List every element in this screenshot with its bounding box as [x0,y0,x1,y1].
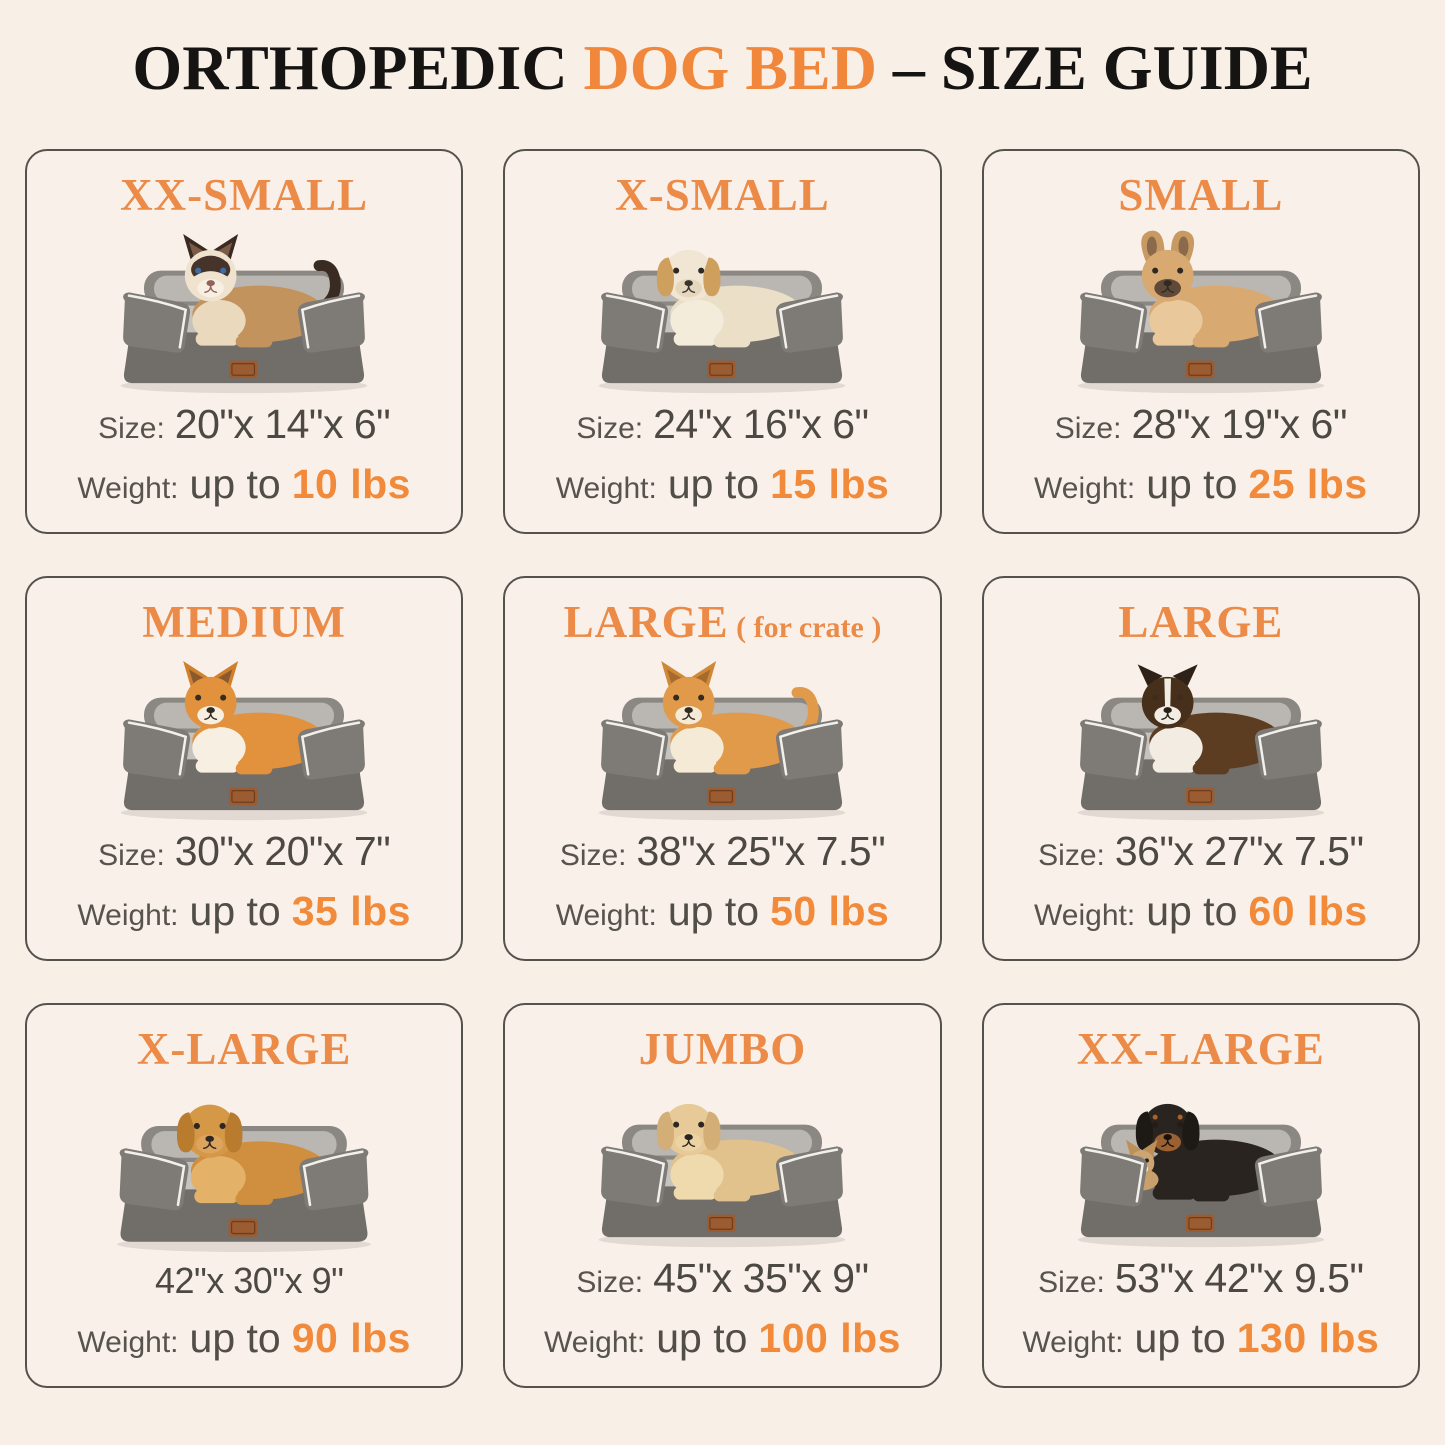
size-name: SMALL [1118,170,1284,221]
weight-line [1034,888,1368,935]
weight-value: 35 lbs [291,888,411,935]
weight-value: 100 lbs [758,1315,901,1362]
size-line [560,828,885,875]
size-name: LARGE [1118,597,1284,648]
weight-prefix: up to [189,461,281,508]
weight-line [77,888,411,935]
weight-value: 50 lbs [770,888,890,935]
yellow-labrador-on-bed-photo [513,1078,931,1253]
size-label: Size: [576,412,644,446]
rottweiler-and-chihuahua-on-bed-photo [992,1078,1410,1253]
size-line [98,401,390,448]
size-card-title [1118,170,1284,221]
title-part-dog-bed: DOG BED [583,32,877,103]
size-label: Size: [98,412,165,446]
title-part-size-guide: – SIZE GUIDE [876,32,1313,103]
page-title [25,34,1420,101]
size-card-xx-large [982,1003,1420,1388]
size-card-large [982,576,1420,961]
size-value: 38"x 25"x 7.5" [636,828,886,875]
size-card-title [638,1024,807,1075]
weight-label: Weight: [77,1326,179,1360]
weight-label: Weight: [544,1326,646,1360]
size-label: Size: [559,839,627,873]
size-value: 24"x 16"x 6" [653,401,869,448]
border-collie-on-bed-photo [992,651,1410,826]
size-line [1055,401,1347,448]
weight-value: 60 lbs [1248,888,1368,935]
weight-line [556,888,890,935]
size-value: 36"x 27"x 7.5" [1114,828,1364,875]
weight-line [1022,1315,1379,1362]
ragdoll-cat-on-bed-photo [35,224,453,399]
size-card-xx-small [25,149,463,534]
weight-line [77,461,411,508]
size-card-title [615,170,830,221]
size-line [145,1260,343,1302]
size-card-jumbo [503,1003,941,1388]
shih-tzu-on-bed-photo [513,224,931,399]
size-card-title [142,597,346,648]
weight-value: 15 lbs [770,461,890,508]
size-value: 20"x 14"x 6" [174,401,391,448]
weight-line [556,461,890,508]
size-card-x-large [25,1003,463,1388]
size-line [1038,828,1363,875]
size-value: 30"x 20"x 7" [174,828,391,875]
size-name: X-LARGE [136,1024,352,1075]
size-value: 42"x 30"x 9" [154,1260,344,1302]
size-card-title [120,170,369,221]
weight-label: Weight: [77,899,179,933]
size-line [1038,1255,1363,1302]
size-name: MEDIUM [142,597,346,648]
weight-line [544,1315,901,1362]
size-cards-grid [25,149,1420,1388]
weight-line [1034,461,1368,508]
weight-label: Weight: [1034,899,1136,933]
size-card-title [563,597,882,648]
size-card-title [1118,597,1284,648]
size-name: XX-SMALL [120,170,369,221]
size-name: LARGE [563,597,729,648]
weight-label: Weight: [555,472,657,506]
size-value: 53"x 42"x 9.5" [1114,1255,1364,1302]
weight-prefix: up to [656,1315,748,1362]
shiba-inu-on-bed-photo [513,651,931,826]
size-name: XX-LARGE [1076,1024,1325,1075]
weight-prefix: up to [1134,1315,1226,1362]
weight-prefix: up to [189,1315,281,1362]
size-name: X-SMALL [615,170,830,221]
size-label: Size: [98,839,165,873]
weight-prefix: up to [667,888,760,935]
weight-label: Weight: [77,472,179,506]
size-label: Size: [1038,839,1105,873]
weight-label: Weight: [1034,472,1136,506]
weight-prefix: up to [1146,888,1238,935]
size-card-title [1076,1024,1325,1075]
weight-prefix: up to [667,461,760,508]
weight-prefix: up to [189,888,281,935]
size-name-suffix: ( for crate ) [728,611,882,645]
corgi-on-bed-photo [35,651,453,826]
size-label: Size: [576,1266,644,1300]
weight-value: 25 lbs [1248,461,1368,508]
weight-line [77,1315,411,1362]
size-card-medium [25,576,463,961]
size-line [576,401,868,448]
size-line [98,828,390,875]
size-card-x-small [503,149,941,534]
size-line [576,1255,868,1302]
size-label: Size: [1054,412,1122,446]
weight-label: Weight: [1022,1326,1124,1360]
golden-retriever-on-bed-photo [35,1078,453,1258]
size-name: JUMBO [638,1024,807,1075]
weight-value: 10 lbs [291,461,411,508]
size-value: 28"x 19"x 6" [1131,401,1347,448]
title-part-orthopedic: ORTHOPEDIC [132,32,584,103]
weight-value: 130 lbs [1236,1315,1380,1362]
size-card-small [982,149,1420,534]
weight-label: Weight: [555,899,657,933]
french-bulldog-on-bed-photo [992,224,1410,399]
size-value: 45"x 35"x 9" [653,1255,869,1302]
size-card-title [136,1024,352,1075]
weight-prefix: up to [1146,461,1238,508]
size-card-large-for-crate [503,576,941,961]
weight-value: 90 lbs [291,1315,411,1362]
size-label: Size: [1038,1266,1105,1300]
